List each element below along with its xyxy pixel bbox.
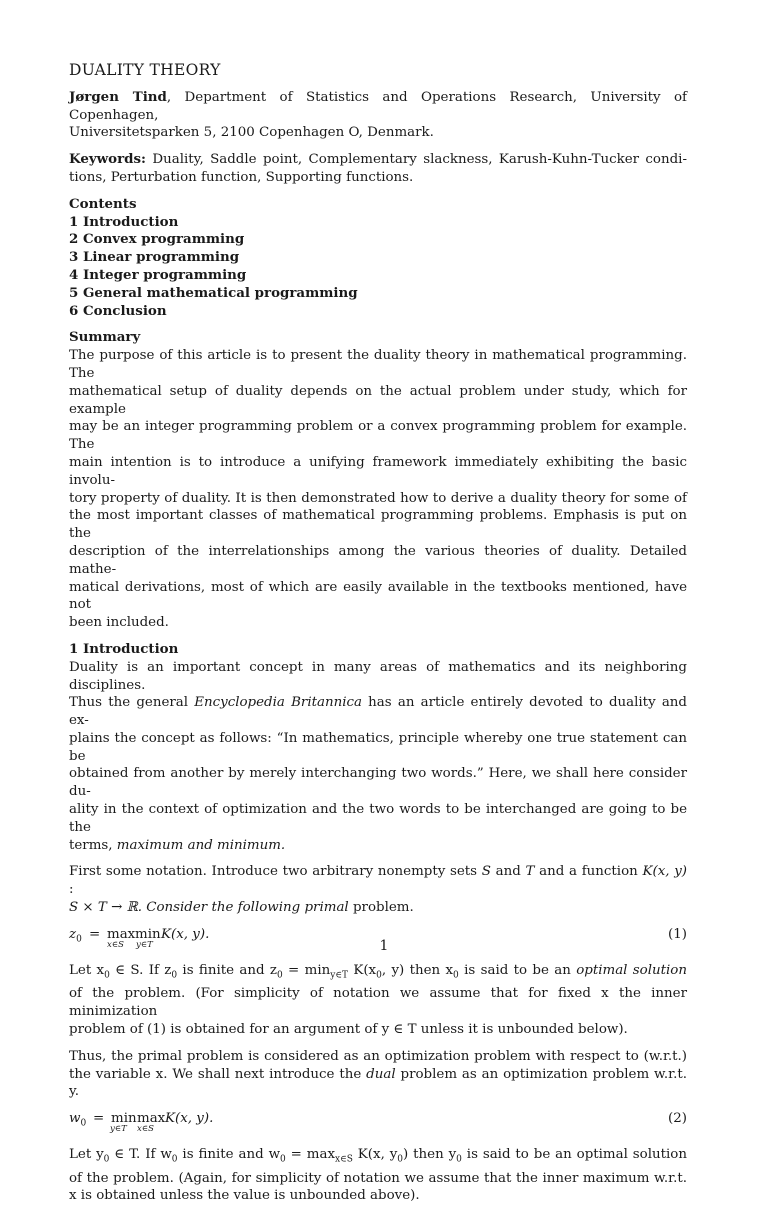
toc-item: 2 Convex programming <box>69 231 245 248</box>
author-affiliation-line1: , Department of Statistics and Operations Research, University of Copenhagen, <box>69 89 687 123</box>
summary-section <box>69 329 687 632</box>
toc-item: 3 Linear programming <box>69 249 240 266</box>
summary-line: the most important classes of mathematical programming problems. Emphasis is put on the <box>69 508 687 542</box>
summary-line: The purpose of this article is to present the duality theory in mathematical programming. The <box>69 348 687 381</box>
notation-paragraph: First some notation. Introduce two arbitrary nonempty sets S and T and a function K(x, y) : S × T → ℝ. Consider the following primal problem. <box>69 864 687 916</box>
dual-intro-paragraph: Thus, the primal problem is considered as an optimization problem with respect to (w.r.t.) the variable x. We shall next introduce the dual problem as an optimization problem w.r.t. y. <box>69 1048 687 1100</box>
equation-1: $z_0$ = max x∈S min y∈T K(x, y). (1) <box>69 926 687 950</box>
toc-item: 4 Integer programming <box>69 266 247 283</box>
intro-p1-line: Thus the general Encyclopedia Britannica has an article entirely devoted to duality and ex- <box>69 695 687 729</box>
contents-heading: Contents <box>69 195 137 212</box>
summary-line: tory property of duality. It is then demonstrated how to derive a duality theory for some of <box>69 490 687 506</box>
keywords-label: Keywords: <box>69 151 147 168</box>
summary-line: been included. <box>69 615 169 631</box>
author-affiliation-line2: Universitetsparken 5, 2100 Copenhagen O, Denmark. <box>69 125 434 141</box>
optimal-solution-paragraph: Let $x_0$ ∈ S. If $z_0$ is finite and $z_0 = \min_{y\in T} K(x_0$, y) then $x_0$ is said to be an optimal solution of the problem. (For simplicity of notation we assume that for fixed x the inner minimization problem of (1) is obtained for an argument of y ∈ T unless it is unbounded below). <box>69 962 687 1037</box>
intro-p1-line: terms, maximum and minimum. <box>69 837 286 853</box>
dual-optimal-paragraph: Let $y_0$ ∈ T. If $w_0$ is finite and $w_0 = \max_{x\in S} K(x$, $y_0$) then $y_0$ is said to be an optimal solution of the problem. (Again, for simplicity of notation we assume that the inner maximum w.r.t. x is obtained unless the value is unbounded above). <box>69 1147 687 1204</box>
paper-title: DUALITY THEORY <box>69 61 221 79</box>
introduction-heading: 1 Introduction <box>69 640 179 657</box>
summary-heading: Summary <box>69 329 141 346</box>
intro-p1-line: plains the concept as follows: “In mathematics, principle whereby one true statement can be <box>69 730 687 764</box>
summary-line: matical derivations, most of which are easily available in the textbooks mentioned, have not <box>69 579 687 613</box>
table-of-contents <box>69 196 687 321</box>
summary-line: main intention is to introduce a unifying framework immediately exhibiting the basic involu- <box>69 454 687 488</box>
keywords-line1: Duality, Saddle point, Complementary slackness, Karush-Kuhn-Tucker condi- <box>146 152 687 168</box>
author-name: Jørgen Tind <box>69 88 167 105</box>
encyclopedia-title: Encyclopedia Britannica <box>194 695 362 711</box>
toc-item: 1 Introduction <box>69 213 179 230</box>
intro-p1-line: obtained from another by merely interchanging two words.” Here, we shall here consider du- <box>69 766 687 800</box>
summary-line: description of the interrelationships among the various theories of duality. Detailed mathe- <box>69 543 687 577</box>
introduction-section <box>69 641 687 855</box>
intro-p1-line: ality in the context of optimization and the two words to be interchanged are going to be the <box>69 802 687 835</box>
keywords-line2: tions, Perturbation function, Supporting functions. <box>69 169 414 185</box>
page-number: 1 <box>379 938 389 954</box>
author-block <box>69 89 687 142</box>
summary-line: mathematical setup of duality depends on the actual problem under study, which for example <box>69 383 687 417</box>
document-page <box>69 62 687 1205</box>
summary-line: may be an integer programming problem or a convex programming problem for example. The <box>69 419 687 453</box>
equation-2: $w_0$ = min y∈T max x∈S K(x, y). (2) <box>69 1111 687 1135</box>
toc-item: 6 Conclusion <box>69 302 167 319</box>
keywords-block <box>69 151 687 187</box>
equation-number: (1) <box>668 926 687 942</box>
intro-p1-line: Duality is an important concept in many areas of mathematics and its neighboring disciplines. <box>69 659 687 693</box>
equation-number: (2) <box>668 1111 687 1127</box>
toc-item: 5 General mathematical programming <box>69 284 358 301</box>
